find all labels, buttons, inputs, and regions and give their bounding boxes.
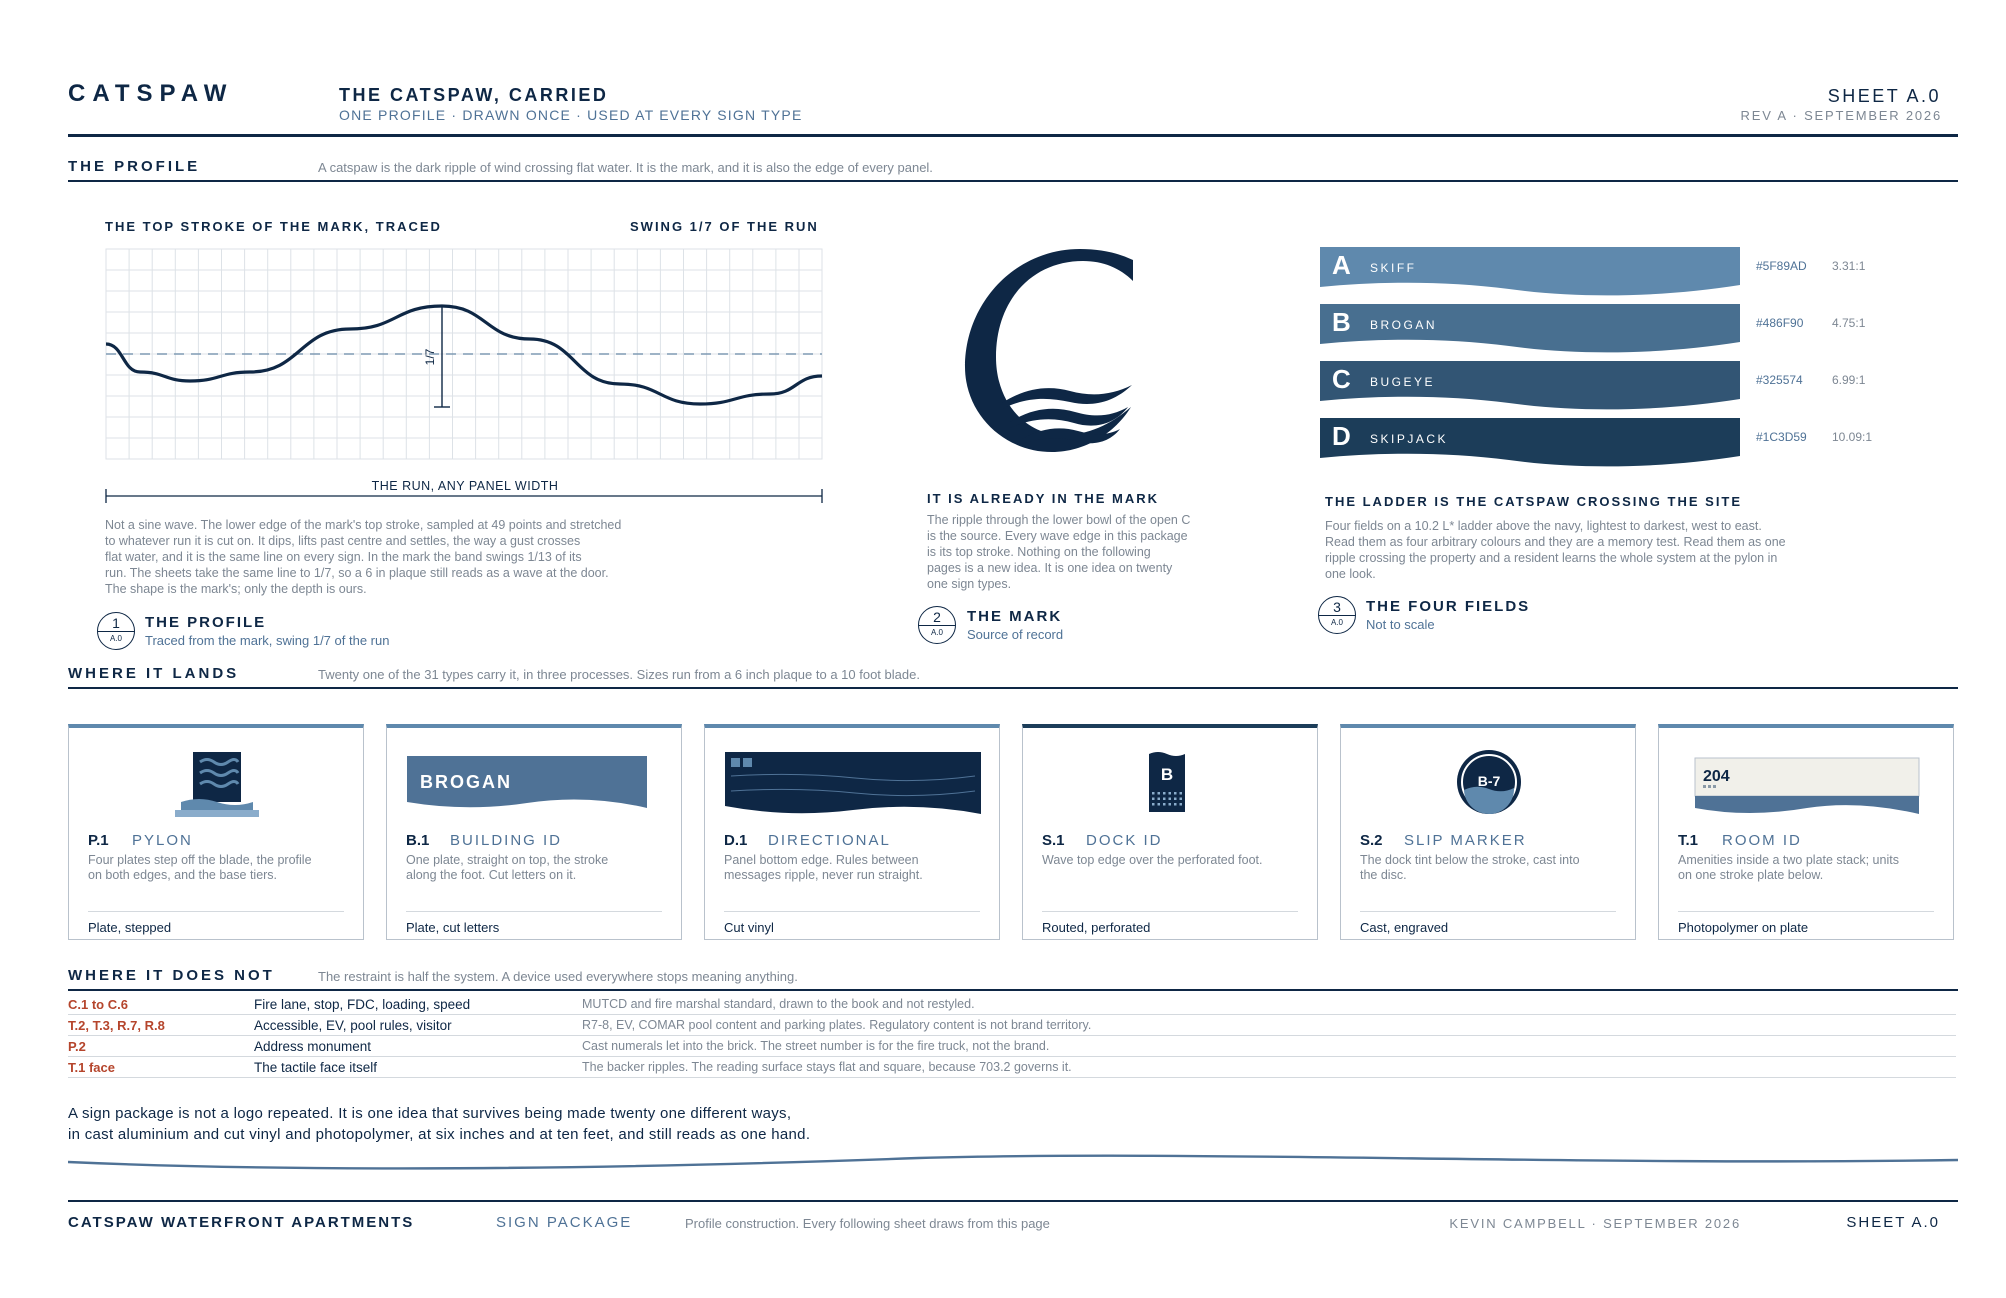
slip-marker-sign-text: B-7 — [1477, 773, 1501, 789]
callout-1-title: THE PROFILE — [145, 614, 267, 631]
sheet-subtitle: ONE PROFILE · DRAWN ONCE · USED AT EVERY SIGN TYPE — [339, 107, 803, 123]
card-directional — [704, 724, 1000, 940]
directional-illustration — [705, 728, 1001, 828]
footer-note: Profile construction. Every following sheet draws from this page — [685, 1216, 1050, 1231]
table-row: P.2 Address monument Cast numerals let into the brick. The street number is for the fire truck, not the brand. — [68, 1036, 1956, 1057]
callout-3-sub: Not to scale — [1366, 617, 1435, 632]
building-id-sign-text: BROGAN — [420, 772, 512, 792]
restraint-section-rule — [68, 989, 1958, 991]
table-row: T.2, T.3, R.7, R.8 Accessible, EV, pool rules, visitor R7-8, EV, COMAR pool content and parking plates. Regulatory content is not brand territory. — [68, 1015, 1956, 1036]
lands-section-rule — [68, 687, 1958, 689]
card-pylon — [68, 724, 364, 940]
callout-2-title: THE MARK — [967, 608, 1063, 625]
footer-package: SIGN PACKAGE — [496, 1214, 633, 1231]
sheet-title: THE CATSPAW, CARRIED — [339, 85, 609, 105]
amplitude-label: 1/7 — [423, 348, 437, 366]
table-row: T.1 face The tactile face itself The backer ripples. The reading surface stays flat and square, because 703.2 governs it. — [68, 1057, 1956, 1078]
ladder-body: Four fields on a 10.2 L* ladder above the navy, lightest to darkest, west to east. Read them as four arbitrary colours and they are a memory test. Read them as one ripple crossing the property and a resident learns the whole system at the pylon in one look. — [1325, 519, 1786, 581]
card-type: SLIP MARKER — [1404, 832, 1527, 849]
profile-wave-curve — [106, 306, 822, 404]
card-description: Amenities inside a two plate stack; units on one stroke plate below. — [1678, 853, 1899, 882]
card-slip-marker — [1340, 724, 1636, 940]
profile-section-note: A catspaw is the dark ripple of wind crossing flat water. It is the mark, and it is also the edge of every panel. — [318, 160, 933, 175]
building-id-illustration — [387, 728, 683, 828]
card-process: Plate, stepped — [88, 920, 172, 935]
footer-author: KEVIN CAMPBELL · SEPTEMBER 2026 — [1449, 1216, 1741, 1231]
callout-1-sub: Traced from the mark, swing 1/7 of the run — [145, 633, 390, 648]
callout-2-sub: Source of record — [967, 627, 1064, 642]
header-rule — [68, 134, 1958, 137]
card-type: BUILDING ID — [450, 832, 563, 849]
card-type: ROOM ID — [1722, 832, 1802, 849]
card-code: D.1 — [724, 832, 748, 849]
restraint-section-note: The restraint is half the system. A device used everywhere stops meaning anything. — [318, 969, 798, 984]
footer-wave — [68, 1148, 1958, 1188]
table-row: C.1 to C.6 Fire lane, stop, FDC, loading, speed MUTCD and fire marshal standard, drawn to the book and not restyled. — [68, 994, 1956, 1015]
profile-body: Not a sine wave. The lower edge of the mark's top stroke, sampled at 49 points and stretched to whatever run it is cut on. It dips, lifts past centre and settles, the way a gust crosses flat water, and it is the same line on every sign. In the mark the band swings 1/13 of its run. The sheets take the same line to 1/7, so a 6 in plaque still reads as a wave at the door. The shape is the mark's; only the depth is ours. — [105, 518, 622, 596]
lands-section-title: WHERE IT LANDS — [68, 665, 240, 682]
profile-section-title: THE PROFILE — [68, 158, 201, 175]
ladder-field-bugeye: C BUGEYE #325574 6.99:1 — [1320, 361, 1890, 411]
profile-diagram-heading: THE TOP STROKE OF THE MARK, TRACED — [105, 219, 442, 234]
card-description: The dock tint below the stroke, cast into the disc. — [1360, 853, 1580, 882]
dock-id-illustration — [1023, 728, 1319, 828]
card-code: S.1 — [1042, 832, 1065, 849]
card-dock-id — [1022, 724, 1318, 940]
revision-date: REV A · SEPTEMBER 2026 — [1740, 108, 1942, 123]
footer-rule — [68, 1200, 1958, 1202]
card-code: S.2 — [1360, 832, 1383, 849]
mark-body: The ripple through the lower bowl of the open C is the source. Every wave edge in this package is its top stroke. Nothing on the following pages is a new idea. It is one idea on twenty one sign types. — [927, 513, 1191, 591]
card-code: T.1 — [1678, 832, 1699, 849]
run-label: THE RUN, ANY PANEL WIDTH — [371, 479, 559, 493]
restraint-section-title: WHERE IT DOES NOT — [68, 967, 275, 984]
closing-statement: A sign package is not a logo repeated. It is one idea that survives being made twenty one different ways, in cast aluminium and cut vinyl and photopolymer, at six inches and at ten feet, and still reads as one hand. — [68, 1105, 811, 1143]
card-code: B.1 — [406, 832, 430, 849]
callout-3-title: THE FOUR FIELDS — [1366, 598, 1531, 615]
card-process: Plate, cut letters — [406, 920, 500, 935]
callout-3-symbol: 3 A.0 — [1318, 596, 1356, 634]
sheet-number: SHEET A.0 — [1827, 86, 1941, 106]
card-type: DOCK ID — [1086, 832, 1163, 849]
ladder-field-skipjack: D SKIPJACK #1C3D59 10.09:1 — [1320, 418, 1890, 468]
card-description: Wave top edge over the perforated foot. — [1042, 853, 1263, 867]
card-code: P.1 — [88, 832, 109, 849]
callout-2-symbol: 2 A.0 — [918, 606, 956, 644]
mark-heading: IT IS ALREADY IN THE MARK — [927, 491, 1160, 506]
callout-1-symbol: 1 A.0 — [97, 612, 135, 650]
room-id-sign-text: 204 — [1703, 768, 1730, 785]
pylon-illustration — [69, 728, 365, 828]
lands-section-note: Twenty one of the 31 types carry it, in three processes. Sizes run from a 6 inch plaque to a 10 foot blade. — [318, 667, 920, 682]
profile-section-rule — [68, 180, 1958, 182]
dock-id-sign-text: B — [1160, 765, 1174, 784]
footer-sheet: SHEET A.0 — [1846, 1214, 1940, 1231]
slip-marker-illustration — [1341, 728, 1637, 828]
card-process: Routed, perforated — [1042, 920, 1151, 935]
card-type: PYLON — [132, 832, 193, 849]
card-type: DIRECTIONAL — [768, 832, 891, 849]
profile-diagram — [100, 244, 830, 514]
card-process: Cast, engraved — [1360, 920, 1449, 935]
card-description: One plate, straight on top, the stroke along the foot. Cut letters on it. — [406, 853, 609, 882]
profile-swing-label: SWING 1/7 OF THE RUN — [630, 219, 819, 234]
card-building-id — [386, 724, 682, 940]
ladder-heading: THE LADDER IS THE CATSPAW CROSSING THE SITE — [1325, 494, 1743, 509]
card-room-id — [1658, 724, 1954, 940]
footer-project: CATSPAW WATERFRONT APARTMENTS — [68, 1214, 415, 1231]
card-description: Panel bottom edge. Rules between messages ripple, never run straight. — [724, 853, 923, 882]
card-process: Cut vinyl — [724, 920, 774, 935]
ladder-field-skiff: A SKIFF #5F89AD 3.31:1 — [1320, 247, 1890, 297]
ladder-field-brogan: B BROGAN #486F90 4.75:1 — [1320, 304, 1890, 354]
brand-wordmark: CATSPAW — [68, 80, 234, 107]
card-process: Photopolymer on plate — [1678, 920, 1809, 935]
room-id-illustration — [1659, 728, 1955, 828]
catspaw-mark-logo — [920, 245, 1160, 455]
card-description: Four plates step off the blade, the profile on both edges, and the base tiers. — [88, 853, 312, 882]
